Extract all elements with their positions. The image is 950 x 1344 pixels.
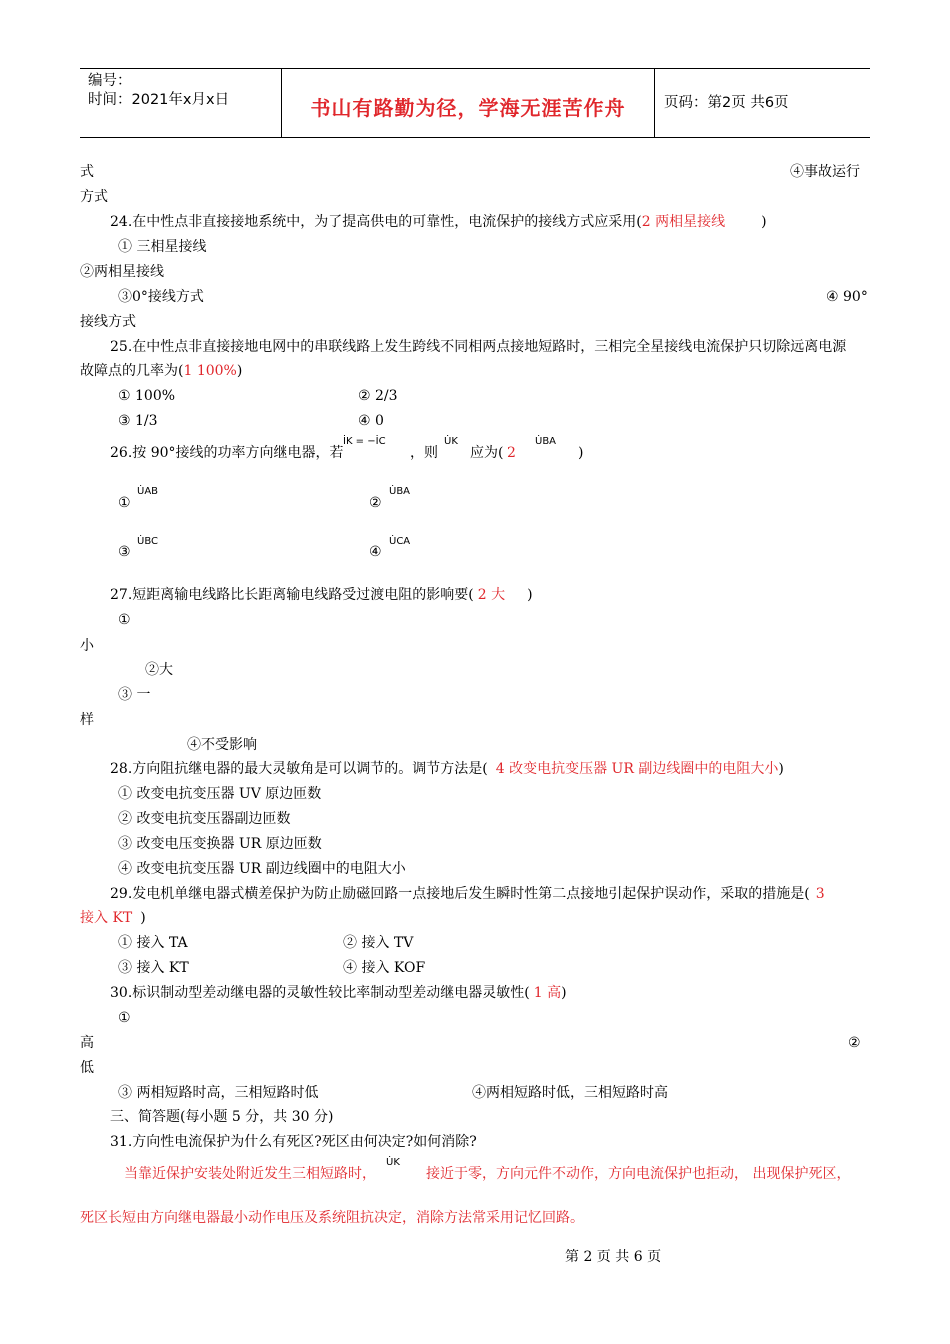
option-item: ① 三相星接线 bbox=[118, 239, 207, 255]
text-line: 高 bbox=[80, 1035, 94, 1051]
formula-image: U̇BA bbox=[535, 436, 557, 447]
text-line: 样 bbox=[80, 712, 94, 728]
formula-image: U̇CA bbox=[389, 536, 411, 547]
page-footer: 第 2 页 共 6 页 bbox=[565, 1249, 662, 1265]
text-line: 应为( bbox=[470, 445, 504, 461]
option-item: ② 2/3 bbox=[358, 388, 398, 404]
answer: 2 大 bbox=[477, 587, 506, 603]
option-item: ④两相短路时低，三相短路时高 bbox=[472, 1085, 668, 1101]
formula-image: U̇K bbox=[444, 436, 458, 447]
formula-image: U̇BA bbox=[389, 486, 411, 497]
formula-image: U̇K bbox=[386, 1157, 400, 1168]
question-29: 29.发电机单继电器式横差保护为防止励磁回路一点接地后发生瞬时性第二点接地引起保护误动作，采取的措施是( 3 bbox=[110, 886, 825, 902]
answer: 4 改变电抗变压器 UR 副边线圈中的电阻大小 bbox=[495, 761, 779, 777]
question-25-cont: 故障点的几率为(1 100%) bbox=[80, 363, 243, 379]
option-item: ① 100% bbox=[118, 388, 176, 404]
text-line: 式 bbox=[80, 164, 94, 180]
answer: 接入 KT bbox=[80, 910, 133, 926]
option-item: ④ 接入 KOF bbox=[343, 960, 426, 976]
question-30: 30.标识制动型差动继电器的灵敏性较比率制动型差动继电器灵敏性( 1 高) bbox=[110, 985, 567, 1001]
answer: 3 bbox=[815, 886, 825, 902]
formula-image: İK = −İC bbox=[343, 436, 386, 447]
answer: 2 两相星接线 bbox=[641, 214, 726, 230]
question-29-cont: 接入 KT ) bbox=[80, 910, 146, 926]
option-item: ② bbox=[848, 1035, 861, 1051]
formula-image: U̇BC bbox=[137, 536, 158, 547]
option-item: ②大 bbox=[145, 662, 173, 678]
text-line: ) bbox=[578, 445, 584, 461]
option-item: ③ 接入 KT bbox=[118, 960, 189, 976]
answer: 死区长短由方向继电器最小动作电压及系统阻抗决定，消除方法常采用记忆回路。 bbox=[80, 1210, 584, 1226]
text-line: 方式 bbox=[80, 189, 108, 205]
option-item: ① bbox=[118, 1010, 131, 1026]
option-item: ① bbox=[118, 495, 131, 511]
header-motto: 书山有路勤为径，学海无涯苦作舟 bbox=[310, 96, 626, 120]
answer: 1 高 bbox=[533, 985, 562, 1001]
question-25: 25.在中性点非直接接地电网中的串联线路上发生跨线不同相两点接地短路时，三相完全星接线电流保护只切除远离电源 bbox=[110, 339, 847, 355]
question-26: 26.按 90°接线的功率方向继电器，若 bbox=[110, 445, 344, 461]
option-item: ③ 1/3 bbox=[118, 413, 158, 429]
option-item: ② 接入 TV bbox=[343, 935, 414, 951]
text-line: ，则 bbox=[410, 445, 438, 461]
text-line: 接线方式 bbox=[80, 314, 136, 330]
option-item: ④不受影响 bbox=[187, 737, 257, 753]
option-item: ④ 0 bbox=[358, 413, 384, 429]
formula-image: U̇AB bbox=[137, 486, 159, 497]
option-item: ④ 改变电抗变压器 UR 副边线圈中的电阻大小 bbox=[118, 861, 406, 877]
answer: 2 bbox=[507, 445, 516, 461]
option-item: ② 改变电抗变压器副边匝数 bbox=[118, 811, 291, 827]
option-item: ① bbox=[118, 612, 131, 628]
question-28: 28.方向阻抗继电器的最大灵敏角是可以调节的。调节方法是( 4 改变电抗变压器 UR 副边线圈中的电阻大小) bbox=[110, 761, 784, 777]
option-item: ③ 改变电压变换器 UR 原边匝数 bbox=[118, 836, 322, 852]
option-item: ③ bbox=[118, 544, 131, 560]
text-line: 低 bbox=[80, 1060, 94, 1076]
question-31: 31.方向性电流保护为什么有死区?死区由何决定?如何消除? bbox=[110, 1134, 477, 1150]
option-item: ④ 90° bbox=[826, 289, 868, 305]
option-item: ③ 两相短路时高，三相短路时低 bbox=[118, 1085, 319, 1101]
header-page: 页码：第2页 共6页 bbox=[664, 95, 789, 111]
option-item: ② bbox=[369, 495, 382, 511]
header-code: 编号： bbox=[88, 73, 132, 89]
option-item: ④ bbox=[369, 544, 382, 560]
option-item: ②两相星接线 bbox=[80, 264, 164, 280]
answer: 1 100% bbox=[183, 363, 237, 379]
answer: 当靠近保护安装处附近发生三相短路时， bbox=[124, 1166, 376, 1182]
option-item: ④事故运行 bbox=[790, 164, 860, 180]
option-item: ③0°接线方式 bbox=[118, 289, 204, 305]
section-heading: 三、简答题(每小题 5 分，共 30 分) bbox=[110, 1109, 334, 1125]
question-24: 24.在中性点非直接接地系统中，为了提高供电的可靠性，电流保护的接线方式应采用(2 两相星接线 ) bbox=[110, 214, 767, 230]
option-item: ③ 一 bbox=[118, 687, 151, 703]
option-item: ① 接入 TA bbox=[118, 935, 188, 951]
header-divider bbox=[654, 69, 655, 137]
text-line: 小 bbox=[80, 638, 94, 654]
header-date: 时间：2021年x月x日 bbox=[88, 92, 230, 108]
answer: 接近于零，方向元件不动作，方向电流保护也拒动， 出现保护死区， bbox=[426, 1166, 851, 1182]
option-item: ① 改变电抗变压器 UV 原边匝数 bbox=[118, 786, 322, 802]
question-27: 27.短距离输电线路比长距离输电线路受过渡电阻的影响要( 2 大 ) bbox=[110, 587, 533, 603]
